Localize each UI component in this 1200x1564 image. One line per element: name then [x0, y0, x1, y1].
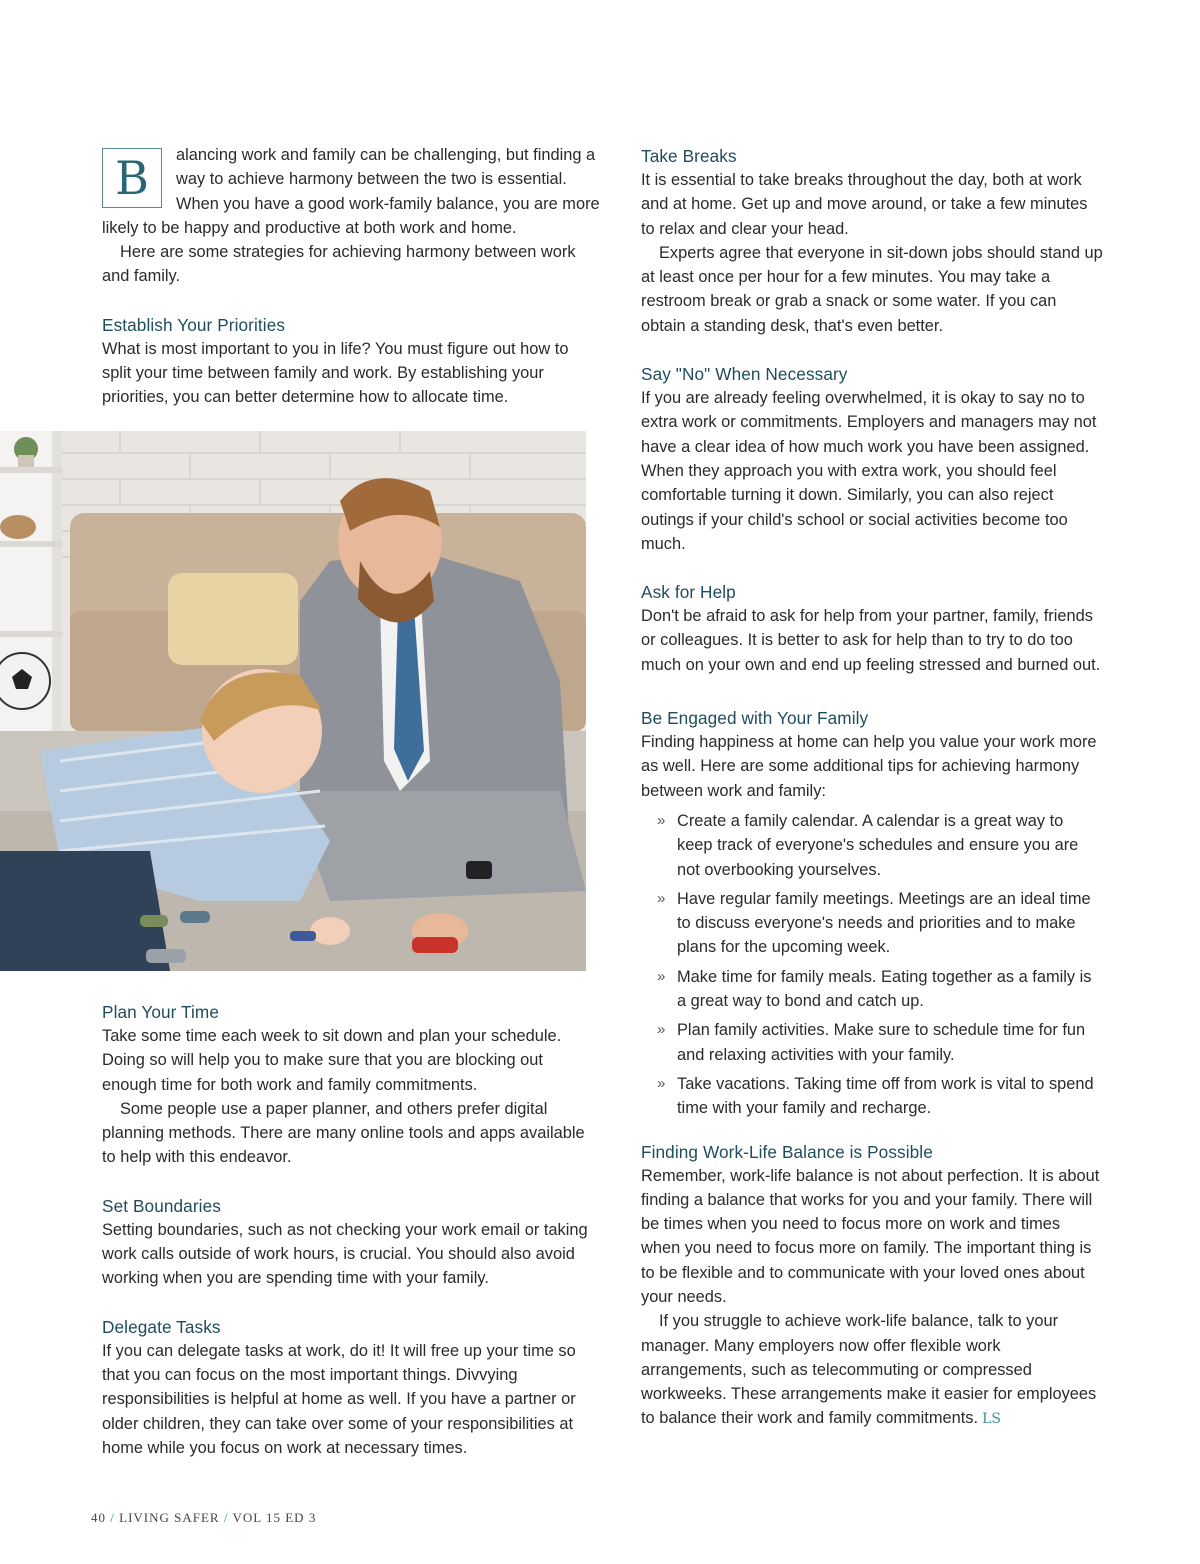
section-heading: Establish Your Priorities — [102, 314, 286, 335]
section-paragraph: Setting boundaries, such as not checking your work email or taking work calls outside of work hours, is crucial. You should also avoid working when you are spending time with your family. — [102, 1220, 588, 1288]
intro-paragraph-2: Here are some strategies for achieving harmony between work and family. — [102, 243, 576, 286]
bullet-marker: » — [657, 811, 666, 829]
tip-text: Make time for family meals. Eating together as a family is a great way to bond and catch up. — [677, 967, 1092, 1011]
right-column — [641, 144, 1103, 1432]
tips-list — [641, 809, 1103, 1121]
intro-paragraph-1: alancing work and family can be challenging, but finding a way to achieve harmony between the two is essential. When you have a good work-family balance, you are more likely to be happy and productive at both work and home. — [102, 146, 600, 237]
article-section — [102, 313, 602, 410]
footer-separator: / — [223, 1510, 229, 1525]
drop-cap: B — [102, 148, 162, 208]
section-heading: Plan Your Time — [102, 1002, 220, 1022]
tip-item — [641, 1018, 1103, 1067]
section-paragraph: Don't be afraid to ask for help from your partner, family, friends or colleagues. It is better to ask for help than to try to do too much on your own and end up feeling stressed and burned out. — [641, 607, 1101, 674]
footer-separator: / — [110, 1510, 115, 1525]
tip-text: Plan family activities. Make sure to schedule time for fun and relaxing activities with your family. — [677, 1021, 1086, 1064]
section-paragraph: Some people use a paper planner, and others prefer digital planning methods. There are many online tools and apps available to help with this endeavor. — [102, 1099, 585, 1167]
tip-text: Create a family calendar. A calendar is a great way to keep track of everyone's schedules and ensure you are not overbooking yourselves. — [677, 811, 1079, 879]
engaged-section — [641, 706, 1103, 1120]
section-paragraph: It is essential to take breaks throughout the day, both at work and at home. Get up and move around, or take a few minutes to relax and clear your head. — [641, 171, 1088, 238]
left-column — [102, 143, 602, 410]
father-son-photo — [0, 431, 586, 971]
tip-item — [641, 965, 1103, 1014]
section-heading: Set Boundaries — [102, 1195, 221, 1216]
article-section — [102, 1315, 602, 1460]
article-section — [641, 362, 1103, 556]
page-footer — [91, 1510, 316, 1526]
tip-text: Have regular family meetings. Meetings are an ideal time to discuss everyone's needs and priorities and to make plans for the upcoming week. — [677, 889, 1091, 957]
section-heading: Take Breaks — [641, 146, 737, 166]
closing-section — [641, 1140, 1103, 1432]
section-heading: Finding Work-Life Balance is Possible — [641, 1141, 933, 1162]
closing-paragraph-1: Remember, work-life balance is not about perfection. It is about finding a balance that works for you and your family. There will be times when you need to focus more on work and times when you need to focus more on family. The important thing is to be flexible and to communicate with your loved ones about your needs. — [641, 1166, 1100, 1306]
left-column-bottom — [102, 1000, 602, 1460]
section-paragraph: Experts agree that everyone in sit-down jobs should stand up at least once per hour for a few minutes. You may take a restroom break or grab a snack or some water. If you can obtain a standing desk, that's even better. — [641, 243, 1103, 335]
article-section — [641, 144, 1103, 338]
left-sections — [102, 313, 602, 410]
tip-item — [641, 809, 1103, 882]
section-heading: Be Engaged with Your Family — [641, 708, 869, 729]
right-sections — [641, 144, 1103, 677]
bullet-marker: » — [657, 889, 666, 907]
article-section — [641, 580, 1103, 677]
issue-label: VOL 15 ED 3 — [232, 1510, 317, 1525]
page-number: 40 — [91, 1510, 106, 1525]
intro — [102, 143, 602, 289]
closing-paragraph-2-text: If you struggle to achieve work-life balance, talk to your manager. Many employers now offer flexible work arrangements, such as telecommuting or compressed workweeks. These arrangements make it easier for employees to balance their work and family commitments. — [641, 1312, 1097, 1428]
section-heading: Ask for Help — [641, 582, 736, 603]
publication-name: LIVING SAFER — [119, 1510, 220, 1525]
section-paragraph: Take some time each week to sit down and plan your schedule. Doing so will help you to make sure that you are blocking out enough time for both work and family commitments. — [102, 1027, 562, 1094]
section-paragraph: If you are already feeling overwhelmed, it is okay to say no to extra work or commitments. Employers and managers may not have a clear idea of how much work you have been assigned. When they approach you with extra work, you should feel comfortable turning it down. Similarly, you can also reject outings if your child's school or social activities become too much. — [641, 389, 1097, 553]
bullet-marker: » — [657, 1021, 666, 1039]
engaged-intro: Finding happiness at home can help you value your work more as well. Here are some additional tips for achieving harmony between work and family: — [641, 733, 1097, 800]
section-heading: Delegate Tasks — [102, 1316, 221, 1337]
bullet-marker: » — [657, 1074, 666, 1092]
article-section — [102, 1000, 602, 1170]
tip-item — [641, 1072, 1103, 1121]
section-paragraph: If you can delegate tasks at work, do it! It will free up your time so that you can focus on the most important things. Divvying responsibilities is helpful at home as well. If you have a partner or older children, they can take over some of your responsibilities at home while you focus on work at necessary times. — [102, 1341, 576, 1457]
bullet-marker: » — [657, 967, 666, 985]
article-section — [102, 1194, 602, 1291]
tip-text: Take vacations. Taking time off from work is vital to spend time with your family and recharge. — [677, 1074, 1094, 1118]
closing-paragraph-2 — [641, 1309, 1103, 1431]
section-heading: Say "No" When Necessary — [641, 364, 848, 385]
section-paragraph: What is most important to you in life? You must figure out how to split your time between family and work. By establishing your priorities, you can better determine how to allocate time. — [102, 339, 569, 407]
end-mark-logo: LS — [982, 1411, 1001, 1428]
tip-item — [641, 887, 1103, 960]
